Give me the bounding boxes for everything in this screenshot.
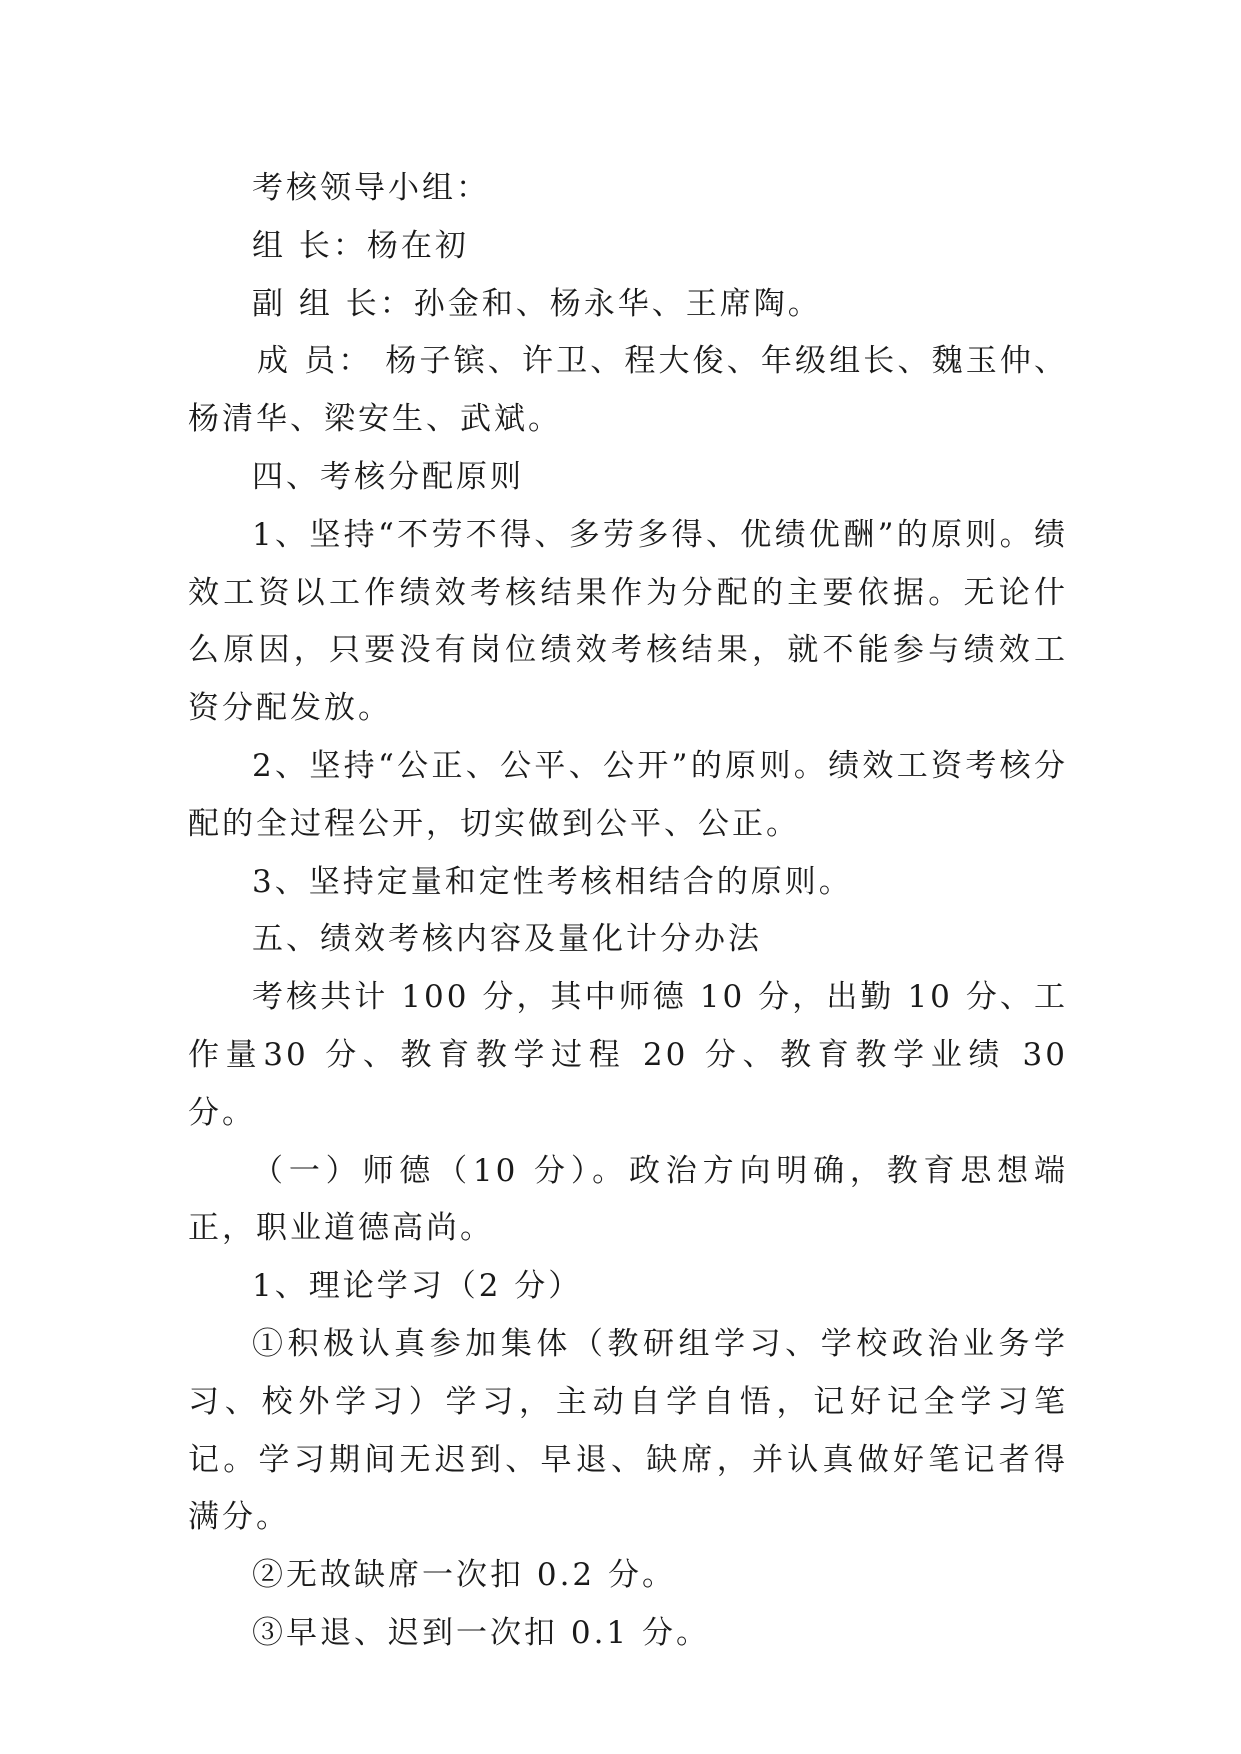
group-leader-line: 组 长：杨在初 — [252, 227, 469, 264]
principle-three-paragraph: 3、坚持定量和定性考核相结合的原则。 — [252, 863, 853, 900]
document-body — [188, 160, 1068, 1663]
score-total-paragraph: 考核共计 100 分，其中师德 10 分，出勤 10 分、工作量30 分、教育教学过程 20 分、教育教学业绩 30 分。 — [188, 979, 1068, 1131]
section-five-heading: 五、绩效考核内容及量化计分办法 — [252, 921, 762, 958]
study-rule-two-paragraph: ②无故缺席一次扣 0.2 分。 — [252, 1557, 677, 1594]
principle-one-paragraph: 1、坚持“不劳不得、多劳多得、优绩优酬”的原则。绩效工资以工作绩效考核结果作为分配的主要依据。无论什么原因，只要没有岗位绩效考核结果，就不能参与绩效工资分配发放。 — [188, 516, 1068, 727]
principle-two-paragraph: 2、坚持“公正、公平、公开”的原则。绩效工资考核分配的全过程公开，切实做到公平、公正。 — [188, 747, 1068, 842]
leadership-group-heading: 考核领导小组： — [252, 170, 490, 206]
study-rule-one-paragraph: ①积极认真参加集体（教研组学习、学校政治业务学习、校外学习）学习，主动自学自悟，记好记全学习笔记。学习期间无迟到、早退、缺席，并认真做好笔记者得满分。 — [188, 1325, 1068, 1536]
study-rule-three-paragraph: ③早退、迟到一次扣 0.1 分。 — [252, 1614, 711, 1651]
theory-study-heading: 1、理论学习（2 分） — [252, 1268, 583, 1305]
deputy-leader-line: 副 组 长：孙金和、杨永华、王席陶。 — [252, 285, 822, 322]
section-four-heading: 四、考核分配原则 — [252, 458, 524, 495]
ethics-section-paragraph: （一）师德（10 分）。政治方向明确，教育思想端正，职业道德高尚。 — [188, 1152, 1068, 1247]
members-paragraph: 成 员： 杨子镔、许卫、程大俊、年级组长、魏玉仲、杨清华、梁安生、武斌。 — [188, 343, 1068, 438]
